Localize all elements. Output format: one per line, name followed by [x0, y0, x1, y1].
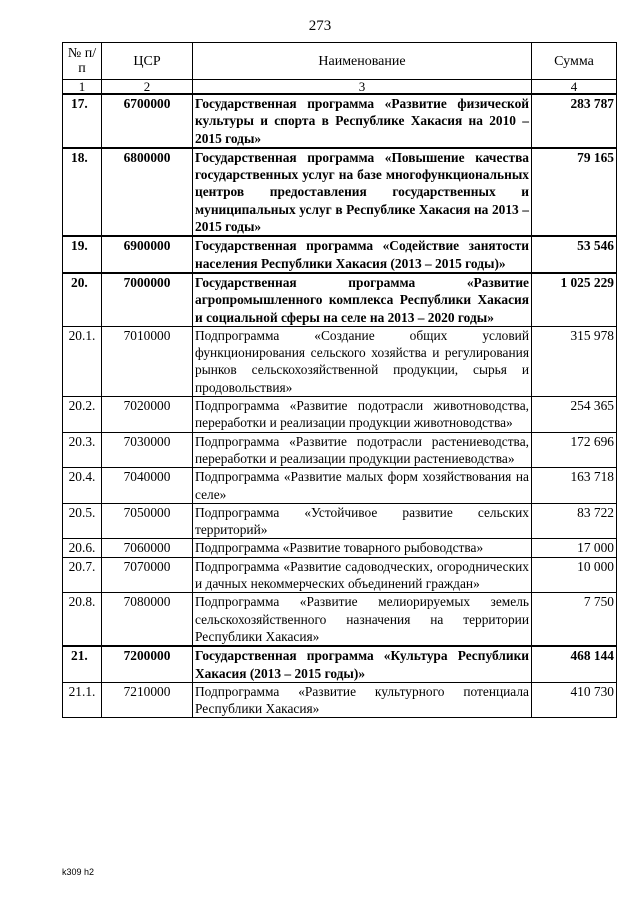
row-number: 20.5.: [63, 503, 102, 539]
row-code: 7040000: [102, 468, 193, 504]
row-code: 7010000: [102, 326, 193, 396]
row-code: 7070000: [102, 557, 193, 593]
row-number: 20.6.: [63, 539, 102, 557]
row-amount: 468 144: [532, 646, 617, 682]
row-amount: 17 000: [532, 539, 617, 557]
table-row: [63, 646, 617, 682]
row-number: 21.: [63, 646, 102, 682]
row-amount: 83 722: [532, 503, 617, 539]
footer-code: k309 h2: [62, 867, 95, 877]
row-number: 19.: [63, 236, 102, 273]
row-amount: 1 025 229: [532, 273, 617, 326]
table-row: [63, 397, 617, 433]
page-number: 273: [308, 18, 332, 34]
row-number: 21.1.: [63, 682, 102, 718]
row-name: Подпрограмма «Развитие малых форм хозяйствования на селе»: [193, 468, 532, 504]
row-number: 20.1.: [63, 326, 102, 396]
table-row: [63, 593, 617, 646]
row-number: 20.8.: [63, 593, 102, 646]
row-name: Подпрограмма «Устойчивое развитие сельских территорий»: [193, 503, 532, 539]
table-row: [63, 94, 617, 148]
table-row: [63, 273, 617, 326]
row-code: 6800000: [102, 148, 193, 236]
row-name: Подпрограмма «Развитие культурного потенциала Республики Хакасия»: [193, 682, 532, 718]
table-row: [63, 557, 617, 593]
row-amount: 79 165: [532, 148, 617, 236]
row-code: 7050000: [102, 503, 193, 539]
row-amount: 10 000: [532, 557, 617, 593]
row-name: Государственная программа «Развитие агропромышленного комплекса Республики Хакасия и социальной сферы на селе на 2013 – 2020 годы»: [193, 273, 532, 326]
row-name: Подпрограмма «Развитие подотрасли животноводства, переработки и реализации продукции животноводства»: [193, 397, 532, 433]
row-amount: 410 730: [532, 682, 617, 718]
row-name: Государственная программа «Развитие физической культуры и спорта в Республике Хакасия на 2010 – 2015 годы»: [193, 94, 532, 148]
table-row: [63, 468, 617, 504]
row-code: 7030000: [102, 432, 193, 468]
header-amount: Сумма: [532, 43, 617, 80]
row-code: 7000000: [102, 273, 193, 326]
row-name: Подпрограмма «Развитие мелиорируемых земель сельскохозяйственного назначения на территории Республики Хакасия»: [193, 593, 532, 646]
column-number-4: 4: [532, 80, 617, 95]
row-code: 6900000: [102, 236, 193, 273]
row-number: 17.: [63, 94, 102, 148]
header-code: ЦСР: [102, 43, 193, 80]
row-name: Подпрограмма «Развитие садоводческих, огороднических и дачных некоммерческих объединений граждан»: [193, 557, 532, 593]
row-name: Государственная программа «Содействие занятости населения Республики Хакасия (2013 – 2015 годы)»: [193, 236, 532, 273]
table-row: [63, 432, 617, 468]
row-code: 7210000: [102, 682, 193, 718]
row-number: 18.: [63, 148, 102, 236]
row-amount: 254 365: [532, 397, 617, 433]
table-row: [63, 682, 617, 718]
table-row: [63, 503, 617, 539]
row-amount: 163 718: [532, 468, 617, 504]
row-name: Государственная программа «Культура Республики Хакасия (2013 – 2015 годы)»: [193, 646, 532, 682]
row-amount: 172 696: [532, 432, 617, 468]
column-number-3: 3: [193, 80, 532, 95]
column-numbers-row: [63, 80, 617, 95]
row-code: 6700000: [102, 94, 193, 148]
row-number: 20.2.: [63, 397, 102, 433]
row-name: Подпрограмма «Развитие подотрасли растениеводства, переработки и реализации продукции растениеводства»: [193, 432, 532, 468]
row-name: Государственная программа «Повышение качества государственных услуг на базе многофункциональных центров предоставления государственных и муниципальных услуг в Республике Хакасия на 2013 – 2015 годы»: [193, 148, 532, 236]
budget-table: [62, 42, 617, 718]
table-header-row: [63, 43, 617, 80]
table-body: [63, 94, 617, 718]
row-amount: 53 546: [532, 236, 617, 273]
row-code: 7060000: [102, 539, 193, 557]
row-name: Подпрограмма «Создание общих условий функционирования сельского хозяйства и регулирования рынков сельскохозяйственной продукции, сырья и продовольствия»: [193, 326, 532, 396]
table-row: [63, 148, 617, 236]
header-name: Наименование: [193, 43, 532, 80]
row-code: 7020000: [102, 397, 193, 433]
row-number: 20.: [63, 273, 102, 326]
table-row: [63, 236, 617, 273]
row-amount: 315 978: [532, 326, 617, 396]
table-row: [63, 539, 617, 557]
row-code: 7200000: [102, 646, 193, 682]
row-number: 20.4.: [63, 468, 102, 504]
header-number: № п/п: [63, 43, 102, 80]
row-number: 20.3.: [63, 432, 102, 468]
table-row: [63, 326, 617, 396]
row-code: 7080000: [102, 593, 193, 646]
row-number: 20.7.: [63, 557, 102, 593]
row-name: Подпрограмма «Развитие товарного рыбоводства»: [193, 539, 532, 557]
row-amount: 283 787: [532, 94, 617, 148]
row-amount: 7 750: [532, 593, 617, 646]
column-number-1: 1: [63, 80, 102, 95]
column-number-2: 2: [102, 80, 193, 95]
